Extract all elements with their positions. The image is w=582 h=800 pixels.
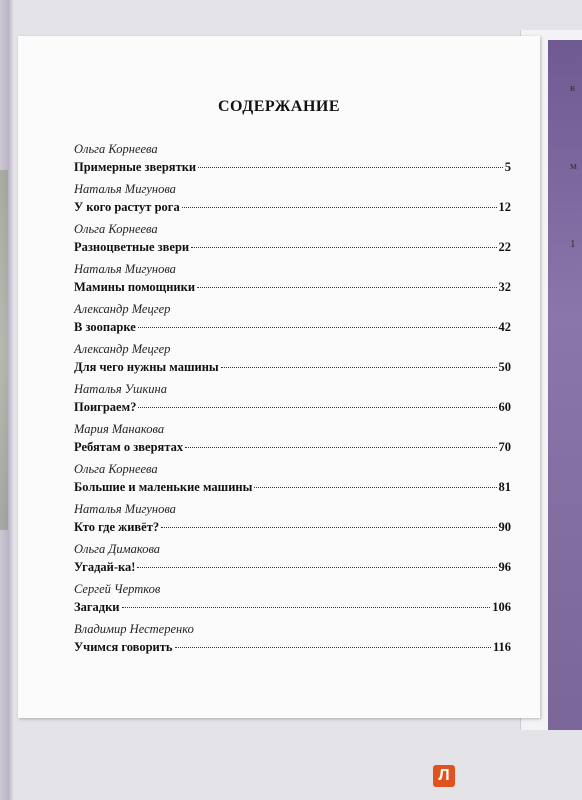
dot-leader xyxy=(191,247,496,248)
dot-leader xyxy=(254,487,496,488)
entry-title: Загадки xyxy=(74,600,120,614)
dot-leader xyxy=(175,647,491,648)
dot-leader xyxy=(197,287,496,288)
toc-entry xyxy=(74,580,511,620)
toc-title: СОДЕРЖАНИЕ xyxy=(217,98,341,115)
entry-title: Поиграем? xyxy=(74,400,137,414)
entry-line xyxy=(74,398,511,416)
entry-page-number: 90 xyxy=(498,520,511,534)
entry-page-number: 60 xyxy=(498,400,511,414)
entry-author: Наталья Ушкина xyxy=(74,382,168,396)
toc-entry xyxy=(74,220,511,260)
dot-leader xyxy=(137,567,496,568)
back-page-mark: м xyxy=(570,160,577,172)
toc-list xyxy=(74,140,511,660)
entry-author: Ольга Корнеева xyxy=(74,222,158,236)
toc-entry xyxy=(74,180,511,220)
toc-entry xyxy=(74,460,511,500)
entry-line xyxy=(74,438,511,456)
dot-leader xyxy=(182,207,497,208)
labirint-logo-icon: Л xyxy=(433,765,455,787)
entry-page-number: 70 xyxy=(498,440,511,454)
entry-author: Наталья Мигунова xyxy=(74,262,176,276)
entry-title: Учимся говорить xyxy=(74,640,173,654)
entry-page-number: 5 xyxy=(504,160,511,174)
entry-title: Мамины помощники xyxy=(74,280,196,294)
entry-title: Большие и маленькие машины xyxy=(74,480,253,494)
page-edge-stripe xyxy=(0,170,8,530)
book-page xyxy=(18,36,540,718)
entry-title: Угадай-ка! xyxy=(74,560,136,574)
entry-line xyxy=(74,318,511,336)
toc-entry xyxy=(74,500,511,540)
toc-entry xyxy=(74,340,511,380)
entry-title: Для чего нужны машины xyxy=(74,360,219,374)
toc-entry xyxy=(74,420,511,460)
entry-line xyxy=(74,198,511,216)
entry-line xyxy=(74,478,511,496)
entry-author: Ольга Димакова xyxy=(74,542,161,556)
toc-entry xyxy=(74,620,511,660)
entry-title: У кого растут рога xyxy=(74,200,180,214)
toc-entry xyxy=(74,300,511,340)
entry-line xyxy=(74,598,511,616)
toc-entry xyxy=(74,140,511,180)
entry-page-number: 50 xyxy=(498,360,511,374)
entry-line xyxy=(74,238,511,256)
back-page-mark: в xyxy=(570,82,576,94)
entry-author: Ольга Корнеева xyxy=(74,462,158,476)
entry-author: Наталья Мигунова xyxy=(74,502,176,516)
entry-line xyxy=(74,558,511,576)
entry-author: Владимир Нестеренко xyxy=(74,622,194,636)
entry-title: Примерные зверятки xyxy=(74,160,197,174)
back-page-mark: 1 xyxy=(570,238,576,250)
entry-page-number: 22 xyxy=(498,240,511,254)
toc-entry xyxy=(74,540,511,580)
entry-author: Мария Манакова xyxy=(74,422,165,436)
dot-leader xyxy=(198,167,503,168)
entry-title: В зоопарке xyxy=(74,320,136,334)
entry-author: Ольга Корнеева xyxy=(74,142,158,156)
entry-line xyxy=(74,358,511,376)
entry-title: Ребятам о зверятах xyxy=(74,440,184,454)
entry-page-number: 96 xyxy=(498,560,511,574)
entry-line xyxy=(74,638,511,656)
entry-title: Разноцветные звери xyxy=(74,240,190,254)
dot-leader xyxy=(138,327,497,328)
entry-page-number: 81 xyxy=(498,480,511,494)
dot-leader xyxy=(138,407,496,408)
entry-author: Сергей Чертков xyxy=(74,582,161,596)
dot-leader xyxy=(122,607,491,608)
entry-page-number: 116 xyxy=(492,640,511,654)
dot-leader xyxy=(185,447,496,448)
entry-page-number: 42 xyxy=(498,320,511,334)
back-page-stripe xyxy=(548,40,582,730)
entry-page-number: 106 xyxy=(492,600,511,614)
toc-entry xyxy=(74,260,511,300)
entry-line xyxy=(74,518,511,536)
entry-author: Наталья Мигунова xyxy=(74,182,176,196)
entry-title: Кто где живёт? xyxy=(74,520,160,534)
entry-page-number: 32 xyxy=(498,280,511,294)
entry-page-number: 12 xyxy=(498,200,511,214)
toc-entry xyxy=(74,380,511,420)
dot-leader xyxy=(221,367,497,368)
entry-line xyxy=(74,278,511,296)
dot-leader xyxy=(161,527,496,528)
entry-author: Александр Мецгер xyxy=(74,342,171,356)
entry-line xyxy=(74,158,511,176)
entry-author: Александр Мецгер xyxy=(74,302,171,316)
